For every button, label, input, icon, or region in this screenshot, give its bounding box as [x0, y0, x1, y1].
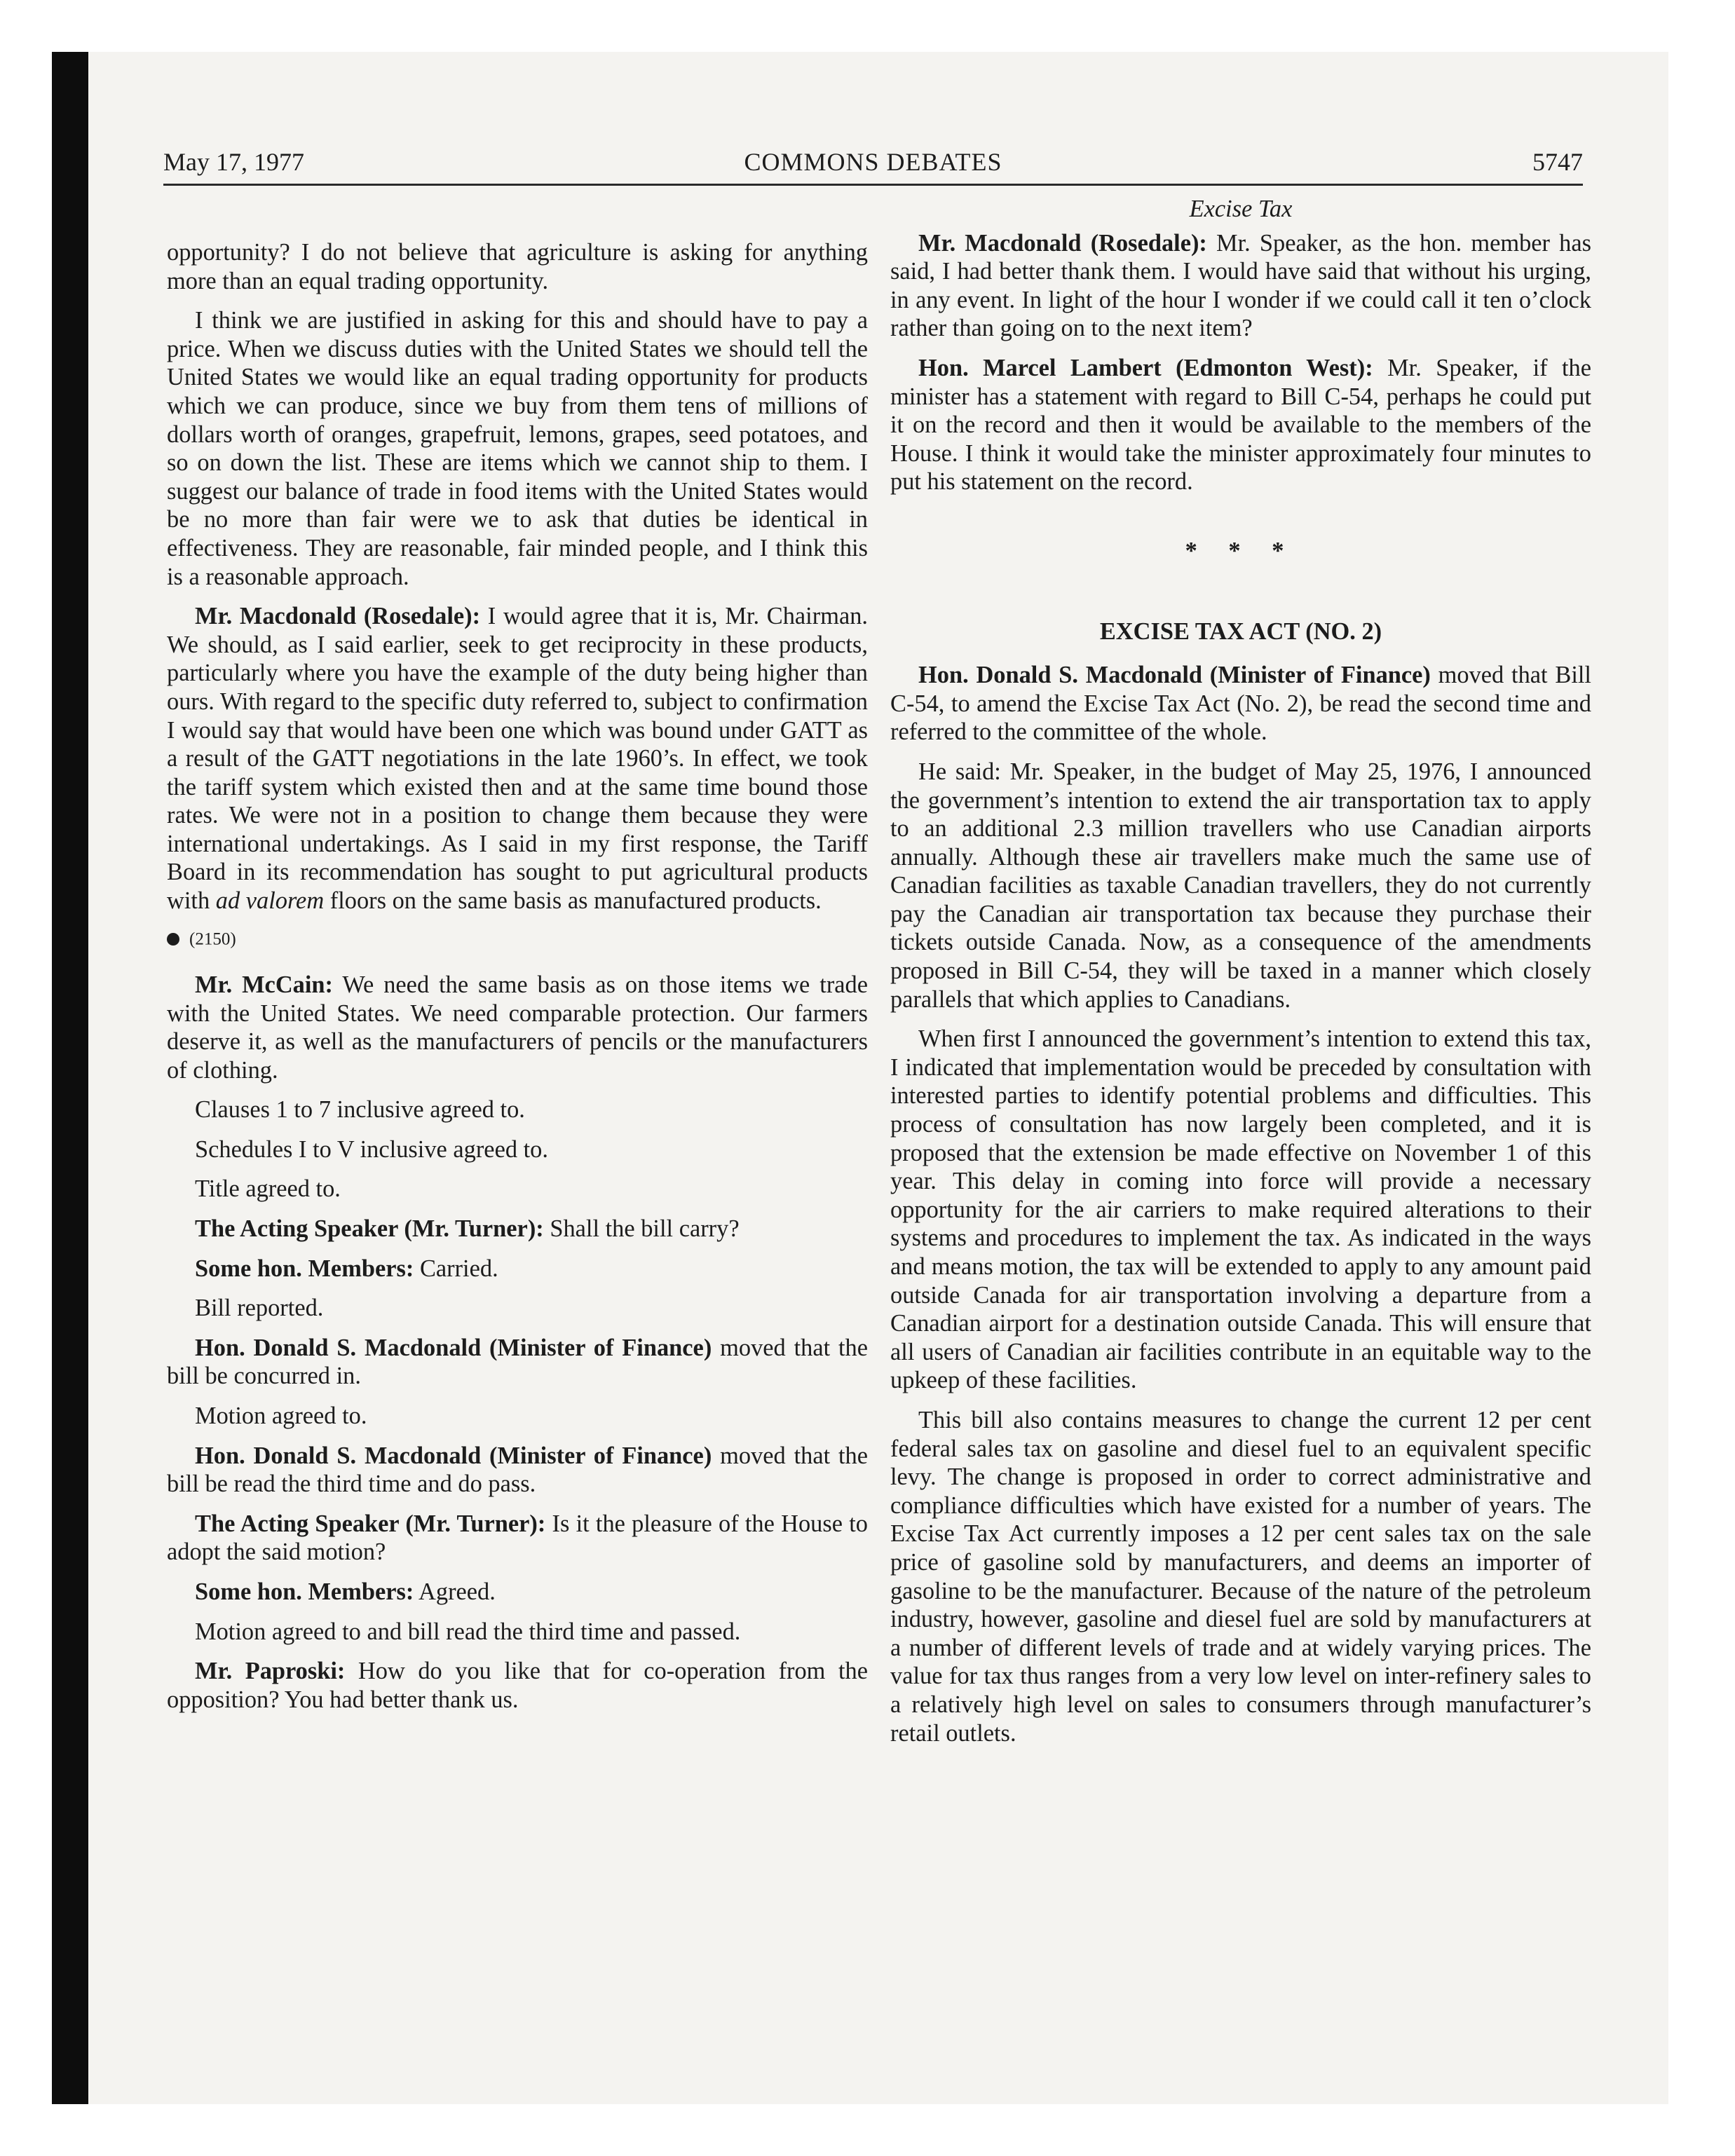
speech-paragraph: [890, 229, 1591, 343]
proceeding-line: Title agreed to.: [195, 1175, 341, 1203]
proceeding-line: Schedules I to V inclusive agreed to.: [195, 1135, 548, 1163]
speaker-name: The Acting Speaker (Mr. Turner):: [195, 1510, 546, 1537]
speech-text: moved that Bill C-54, to amend the Excise Tax Act (No. 2), be read the second time and referred to the committee of the whole.: [890, 662, 1591, 746]
speech-text: We need the same basis as on those items we trade with the United States. We need comparable protection. Our farmers deserve it, as well as the manufacturers of pencils or the manufacturers of clothing.: [167, 971, 868, 1084]
header-date: May 17, 1977: [163, 148, 304, 176]
proceeding-line: Clauses 1 to 7 inclusive agreed to.: [195, 1096, 525, 1124]
bullet-icon: [167, 933, 179, 946]
speech-paragraph: [167, 602, 868, 915]
page-number: 5747: [1532, 148, 1583, 176]
speech-paragraph: [167, 1442, 868, 1499]
speaker-name: Hon. Donald S. Macdonald (Minister of Finance): [195, 1334, 712, 1361]
section-heading: EXCISE TAX ACT (NO. 2): [1099, 618, 1382, 645]
speaker-name: Hon. Donald S. Macdonald (Minister of Finance): [918, 662, 1431, 689]
speech-paragraph: [167, 971, 868, 1084]
speaker-name: Mr. Macdonald (Rosedale):: [918, 229, 1207, 257]
right-column: [890, 195, 1591, 1759]
speaker-name: The Acting Speaker (Mr. Turner):: [195, 1215, 544, 1243]
paragraph: This bill also contains measures to change the current 12 per cent federal sales tax on gasoline and diesel fuel to an equivalent specific levy. The change is proposed in order to correct administrative and compliance difficulties which have existed for a number of years. The Excise Tax Act currently imposes a 12 per cent sales tax on the sale price of gasoline sold by manufacturers, and deems an importer of gasoline to be the manufacturer. Because of the nature of the petroleum industry, however, gasoline and diesel fuel are sold by manufacturers at a number of different levels of trade and at widely varying prices. The value for tax thus ranges from a very low level on inter-refinery sales to a relatively high level on sales to consumers through manufacturer’s retail outlets.: [890, 1406, 1591, 1747]
time-code: (2150): [189, 929, 236, 948]
speaker-name: Some hon. Members:: [195, 1578, 414, 1606]
page-header: [163, 144, 1583, 186]
speaker-name: Some hon. Members:: [195, 1255, 414, 1282]
proceeding-line: Bill reported.: [195, 1295, 324, 1322]
section-subject: Excise Tax: [1189, 196, 1293, 222]
speech-text: Shall the bill carry?: [543, 1215, 740, 1243]
proceeding-line: Motion agreed to and bill read the third time and passed.: [195, 1618, 741, 1645]
speech-paragraph: [167, 1578, 868, 1606]
speech-paragraph: [890, 661, 1591, 746]
speaker-name: Mr. McCain:: [195, 971, 333, 998]
proceeding-line: Motion agreed to.: [195, 1403, 367, 1430]
paragraph: He said: Mr. Speaker, in the budget of May 25, 1976, I announced the government’s intention to extend the air transportation tax to apply to an additional 2.3 million travellers who use Canadian airports annually. Although these air travellers make much the same use of Canadian facilities as taxable Canadian travellers, they do not currently pay the Canadian air transportation tax because they purchase their tickets outside Canada. Now, as a consequence of the amendments proposed in Bill C-54, they will be taxed in a manner which closely parallels that which applies to Canadians.: [890, 758, 1591, 1013]
speech-text: Agreed.: [414, 1578, 496, 1606]
speech-text: moved that the bill be concurred in.: [167, 1334, 868, 1390]
speech-paragraph: [167, 1334, 868, 1391]
header-title: COMMONS DEBATES: [744, 148, 1002, 176]
speech-paragraph: [167, 1510, 868, 1567]
left-column: [167, 238, 868, 1725]
speech-italic-text: ad valorem: [215, 887, 325, 915]
time-stamp: [167, 927, 868, 951]
speech-text: I would agree that it is, Mr. Chairman. We should, as I said earlier, seek to get reciprocity in these products, particularly where you have the example of the duty being higher than ours. With regard to the specific duty referred to, subject to confirmation I would say that would have been one which was bound under GATT as a result of the GATT negotiations in the late 1960’s. In effect, we took the tariff system which existed then and at the same time bound those rates. We were not in a position to change them because they were international undertakings. As I said in my first response, the Tariff Board in its recommendation has sought to put agricultural products with: [167, 603, 868, 915]
speaker-name: Hon. Donald S. Macdonald (Minister of Finance): [195, 1442, 712, 1469]
speaker-name: Mr. Macdonald (Rosedale):: [195, 603, 481, 630]
speech-paragraph: [167, 1215, 868, 1243]
speech-paragraph: [167, 1657, 868, 1714]
speech-text: Carried.: [414, 1255, 498, 1282]
paragraph: I think we are justified in asking for this and should have to pay a price. When we discuss duties with the United States we should tell the United States we would like an equal trading opportunity for products which we can produce, since we buy from them tens of millions of dollars worth of oranges, grapefruit, lemons, grapes, seed potatoes, and so on down the list. These are items which we cannot ship to them. I suggest our balance of trade in food items with the United States would be no more than fair were we to ask that duties be identical in effectiveness. They are reasonable, fair minded people, and I think this is a reasonable approach.: [167, 307, 868, 590]
speaker-name: Mr. Paproski:: [195, 1658, 346, 1685]
speech-paragraph: [890, 354, 1591, 496]
speech-text: Is it the pleasure of the House to adopt the said motion?: [167, 1510, 868, 1566]
speaker-name: Hon. Marcel Lambert (Edmonton West):: [918, 354, 1373, 381]
speech-text: moved that the bill be read the third time and do pass.: [167, 1442, 868, 1498]
speech-text: Mr. Speaker, if the minister has a statement with regard to Bill C-54, perhaps he could put it on the record and then it would be available to the members of the House. I think it would take the minister approximately four minutes to put his statement on the record.: [890, 354, 1591, 496]
paragraph: When first I announced the government’s intention to extend this tax, I indicated that implementation would be preceded by consultation with interested parties to identify potential problems and difficulties. This process of consultation has now largely been completed, and it is proposed that the extension be made effective on November 1 of this year. This delay in coming into force will provide a necessary opportunity for the air carriers to make required alterations to their systems and procedures to implement the tax. As indicated in the ways and means motion, the tax will be extended to apply to any amount paid outside Canada for air transportation involving a departure from a Canadian airport for a destination outside Canada. This will ensure that all users of Canadian air facilities contribute in an equitable way to the upkeep of these facilities.: [890, 1025, 1591, 1394]
speech-text: How do you like that for co-operation from the opposition? You had better thank us.: [167, 1658, 868, 1713]
scan-edge: [52, 52, 88, 2104]
paragraph: opportunity? I do not believe that agriculture is asking for anything more than an equal trading opportunity.: [167, 239, 868, 294]
speech-text: Mr. Speaker, as the hon. member has said, I had better thank them. I would have said that without his urging, in any event. In light of the hour I wonder if we could call it ten o’clock rather than going on to the next item?: [890, 229, 1592, 342]
speech-paragraph: [167, 1255, 868, 1283]
speech-text: floors on the same basis as manufactured products.: [324, 887, 822, 915]
section-separator: * * *: [1185, 537, 1297, 564]
